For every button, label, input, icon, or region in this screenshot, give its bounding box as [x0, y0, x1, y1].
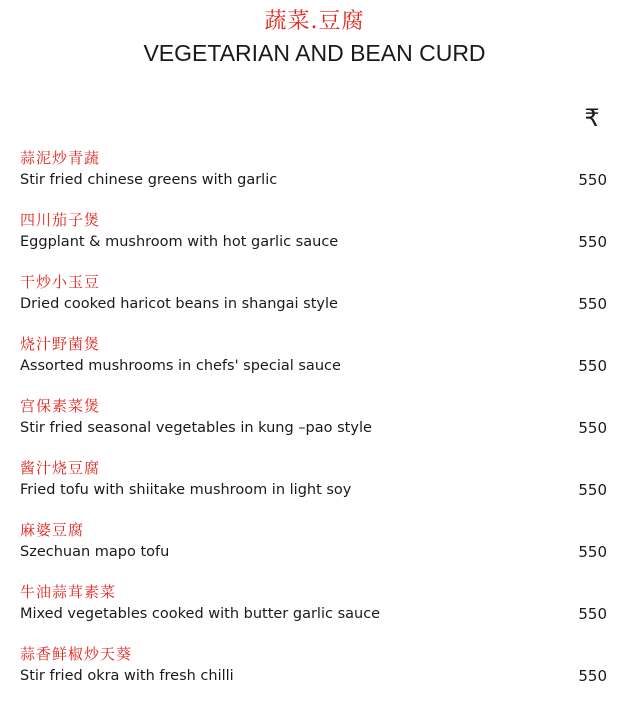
- menu-list: [20, 148, 610, 706]
- dish-name-english: Mixed vegetables cooked with butter garlic sauce: [20, 606, 381, 622]
- dish-price: 550: [578, 171, 607, 189]
- dish-name-english: Stir fried chinese greens with garlic: [20, 172, 278, 188]
- dish-name-english: Szechuan mapo tofu: [20, 544, 170, 560]
- dish-price: 550: [578, 295, 607, 313]
- section-title-chinese: 蔬菜.豆腐: [264, 9, 365, 34]
- dish-name-chinese: 蒜泥炒青蔬: [20, 149, 101, 167]
- dish-price: 550: [578, 667, 607, 685]
- menu-item: [20, 644, 610, 706]
- dish-name-chinese: 宫保素菜煲: [20, 397, 101, 415]
- dish-name-english: Assorted mushrooms in chefs' special sauce: [20, 358, 341, 374]
- dish-price: 550: [578, 481, 607, 499]
- dish-price: 550: [578, 419, 607, 437]
- dish-name-chinese: 干炒小玉豆: [20, 273, 101, 291]
- dish-name-chinese: 麻婆豆腐: [20, 521, 85, 539]
- dish-price: 550: [578, 605, 607, 623]
- dish-name-english: Stir fried seasonal vegetables in kung –pao style: [20, 420, 372, 436]
- dish-price: 550: [578, 543, 607, 561]
- menu-item: [20, 396, 610, 458]
- dish-name-chinese: 蒜香鲜椒炒天葵: [20, 645, 133, 663]
- section-title-english: VEGETARIAN AND BEAN CURD: [143, 40, 486, 66]
- dish-name-chinese: 牛油蒜茸素菜: [20, 583, 117, 601]
- menu-item: [20, 334, 610, 396]
- dish-name-english: Dried cooked haricot beans in shangai style: [20, 296, 338, 312]
- dish-name-english: Stir fried okra with fresh chilli: [20, 668, 234, 684]
- dish-name-chinese: 烧汁野菌煲: [20, 335, 101, 353]
- rupee-currency-icon: ₹: [584, 104, 600, 132]
- dish-name-chinese: 四川茄子煲: [20, 211, 101, 229]
- menu-header: [0, 8, 629, 68]
- menu-item: [20, 458, 610, 520]
- menu-item: [20, 272, 610, 334]
- menu-item: [20, 148, 610, 210]
- menu-item: [20, 210, 610, 272]
- menu-item: [20, 582, 610, 644]
- dish-name-english: Eggplant & mushroom with hot garlic sauce: [20, 234, 339, 250]
- menu-item: [20, 520, 610, 582]
- dish-name-english: Fried tofu with shiitake mushroom in light soy: [20, 482, 352, 498]
- dish-price: 550: [578, 357, 607, 375]
- dish-price: 550: [578, 233, 607, 251]
- dish-name-chinese: 酱汁烧豆腐: [20, 459, 101, 477]
